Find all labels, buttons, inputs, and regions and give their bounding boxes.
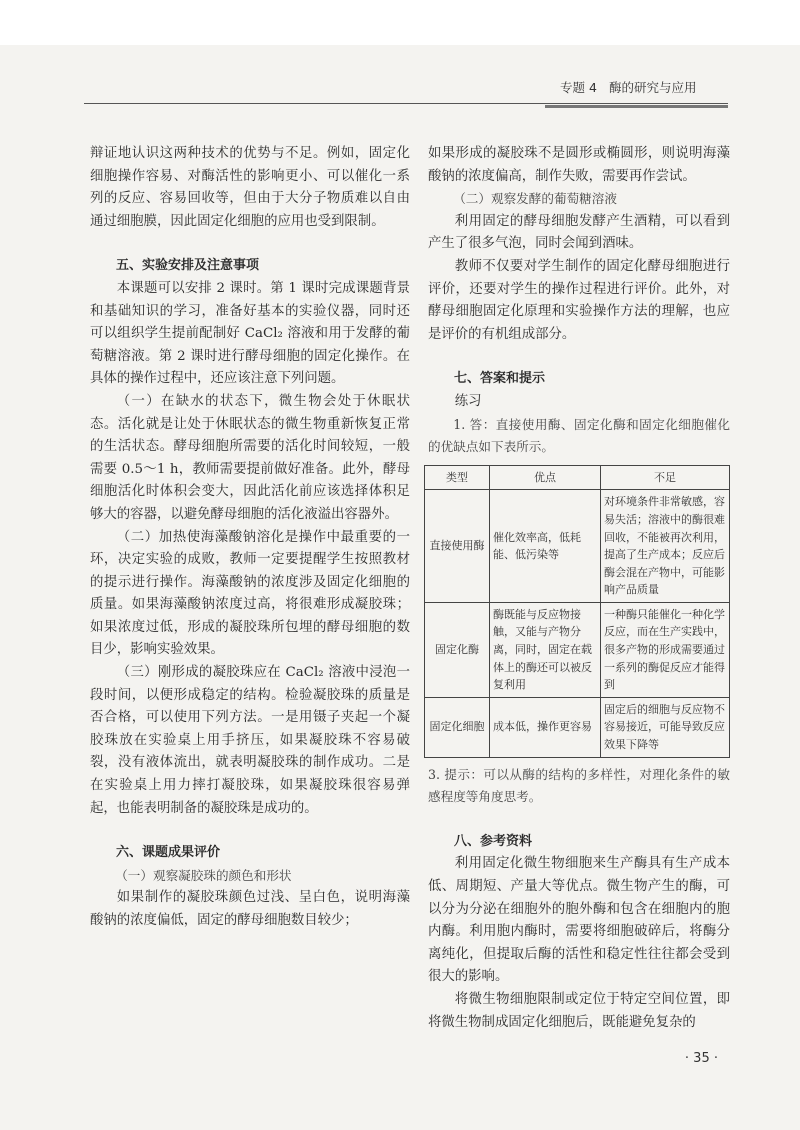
table-cell-type: 固定化细胞 (425, 697, 490, 757)
table-cell-advantage: 酶既能与反应物接触，又能与产物分离，同时，固定在载体上的酶还可以被反复利用 (490, 602, 601, 697)
table-header-cell: 优点 (490, 465, 601, 490)
header-title: 酶的研究与应用 (608, 80, 697, 95)
section-heading: 六、课题成果评价 (116, 845, 221, 861)
answer-3: 3. 提示：可以从酶的结构的多样性，对理化条件的敏感程度等角度思考。 (428, 766, 730, 805)
comparison-table (424, 465, 730, 758)
paragraph: 本课题可以安排 2 课时。第 1 课时完成课题背景和基础知识的学习，准备好基本的实验仪器，同时还可以组织学生提前配制好 CaCl₂ 溶液和用于发酵的葡萄糖溶液。第 2 课时进行酵母细胞的固定化操作。在具体的操作过程中，还应该注意下列问题。 (90, 280, 410, 387)
header-topic: 专题 4 (560, 80, 597, 95)
section-heading: 五、实验安排及注意事项 (116, 258, 260, 274)
subheading: （一）观察凝胶珠的颜色和形状 (115, 867, 292, 883)
page-number: · 35 · (684, 1051, 718, 1066)
table-cell-advantage: 催化效率高，低耗能、低污染等 (490, 490, 601, 603)
practice-label: 练习 (454, 393, 482, 409)
header-rule-accent (545, 105, 728, 108)
right-column (428, 143, 730, 1034)
document-page (0, 45, 800, 1130)
table-cell-disadvantage: 一种酶只能催化一种化学反应，而在生产实践中，很多产物的形成需要通过一系列的酶促反应才能得到 (601, 602, 730, 697)
table-header-cell: 不足 (601, 465, 730, 490)
paragraph: （三）刚形成的凝胶珠应在 CaCl₂ 溶液中浸泡一段时间，以便形成稳定的结构。检验凝胶珠的质量是否合格，可以使用下列方法。一是用镊子夹起一个凝胶珠放在实验桌上用手挤压，如果凝胶珠不容易破裂，没有液体流出，就表明凝胶珠的制作成功。二是在实验桌上用力摔打凝胶珠，如果凝胶珠很容易弹起，也能表明制备的凝胶珠是成功的。 (90, 665, 410, 816)
paragraph: 如果制作的凝胶珠颜色过浅、呈白色，说明海藻酸钠的浓度偏低，固定的酵母细胞数目较少； (90, 890, 410, 928)
subheading: （二）观察发酵的葡萄糖溶液 (453, 191, 617, 207)
left-column (90, 143, 410, 933)
paragraph: 利用固定化微生物细胞来生产酶具有生产成本低、周期短、产量大等优点。微生物产生的酶，可以分为分泌在细胞外的胞外酶和包含在细胞内的胞内酶。利用胞内酶时，需要将细胞破碎后，将酶分离纯化，但提取后酶的活性和稳定性往往都会受到很大的影响。 (428, 856, 730, 985)
table-cell-advantage: 成本低，操作更容易 (490, 697, 601, 757)
running-header (560, 78, 696, 96)
table-row (425, 697, 730, 757)
paragraph: 将微生物细胞限制或定位于特定空间位置，即将微生物制成固定化细胞后，既能避免复杂的 (428, 991, 730, 1030)
table-row (425, 490, 730, 603)
table-header-row (425, 465, 730, 490)
table-cell-type: 固定化酶 (425, 602, 490, 697)
table-cell-disadvantage: 固定后的细胞与反应物不容易接近，可能导致反应效果下降等 (601, 697, 730, 757)
table-cell-type: 直接使用酶 (425, 490, 490, 603)
paragraph: 利用固定的酵母细胞发酵产生酒精，可以看到产生了很多气泡，同时会闻到酒味。 (428, 213, 730, 252)
paragraph: （二）加热使海藻酸钠溶化是操作中最重要的一环，决定实验的成败，教师一定要提醒学生按照教材的提示进行操作。海藻酸钠的浓度涉及固定化细胞的质量。如果海藻酸钠浓度过高，将很难形成凝胶珠；如果浓度过低，形成的凝胶珠所包埋的酵母细胞的数目少，影响实验效果。 (90, 529, 410, 658)
answer-1: 1. 答：直接使用酶、固定化酶和固定化细胞催化的优缺点如下表所示。 (428, 416, 730, 455)
table-cell-disadvantage: 对环境条件非常敏感，容易失活；溶液中的酶很难回收，不能被再次利用，提高了生产成本；反应后酶会混在产物中，可能影响产品质量 (601, 490, 730, 603)
header-rule (84, 103, 728, 104)
section-heading: 七、答案和提示 (454, 371, 546, 387)
table-row (425, 602, 730, 697)
paragraph: 如果形成的凝胶珠不是圆形或椭圆形，则说明海藻酸钠的浓度偏高，制作失败，需要再作尝试。 (428, 146, 730, 184)
table-header-cell: 类型 (425, 465, 490, 490)
paragraph: 教师不仅要对学生制作的固定化酵母细胞进行评价，还要对学生的操作过程进行评价。此外，对酵母细胞固定化原理和实验操作方法的理解，也应是评价的有机组成部分。 (428, 258, 730, 342)
paragraph: （一）在缺水的状态下，微生物会处于休眠状态。活化就是让处于休眠状态的微生物重新恢复正常的生活状态。酵母细胞所需要的活化时间较短，一般需要 0.5～1 h，教师需要提前做好准备。此外，酵母细胞活化时体积会变大，因此活化前应该选择体积足够大的容器，以避免酵母细胞的活化液溢出容器外。 (90, 393, 410, 522)
paragraph: 辩证地认识这两种技术的优势与不足。例如，固定化细胞操作容易、对酶活性的影响更小、可以催化一系列的反应、容易回收等，但由于大分子物质难以自由通过细胞膜，因此固定化细胞的应用也受到限制。 (90, 146, 410, 229)
section-heading: 八、参考资料 (454, 833, 533, 849)
